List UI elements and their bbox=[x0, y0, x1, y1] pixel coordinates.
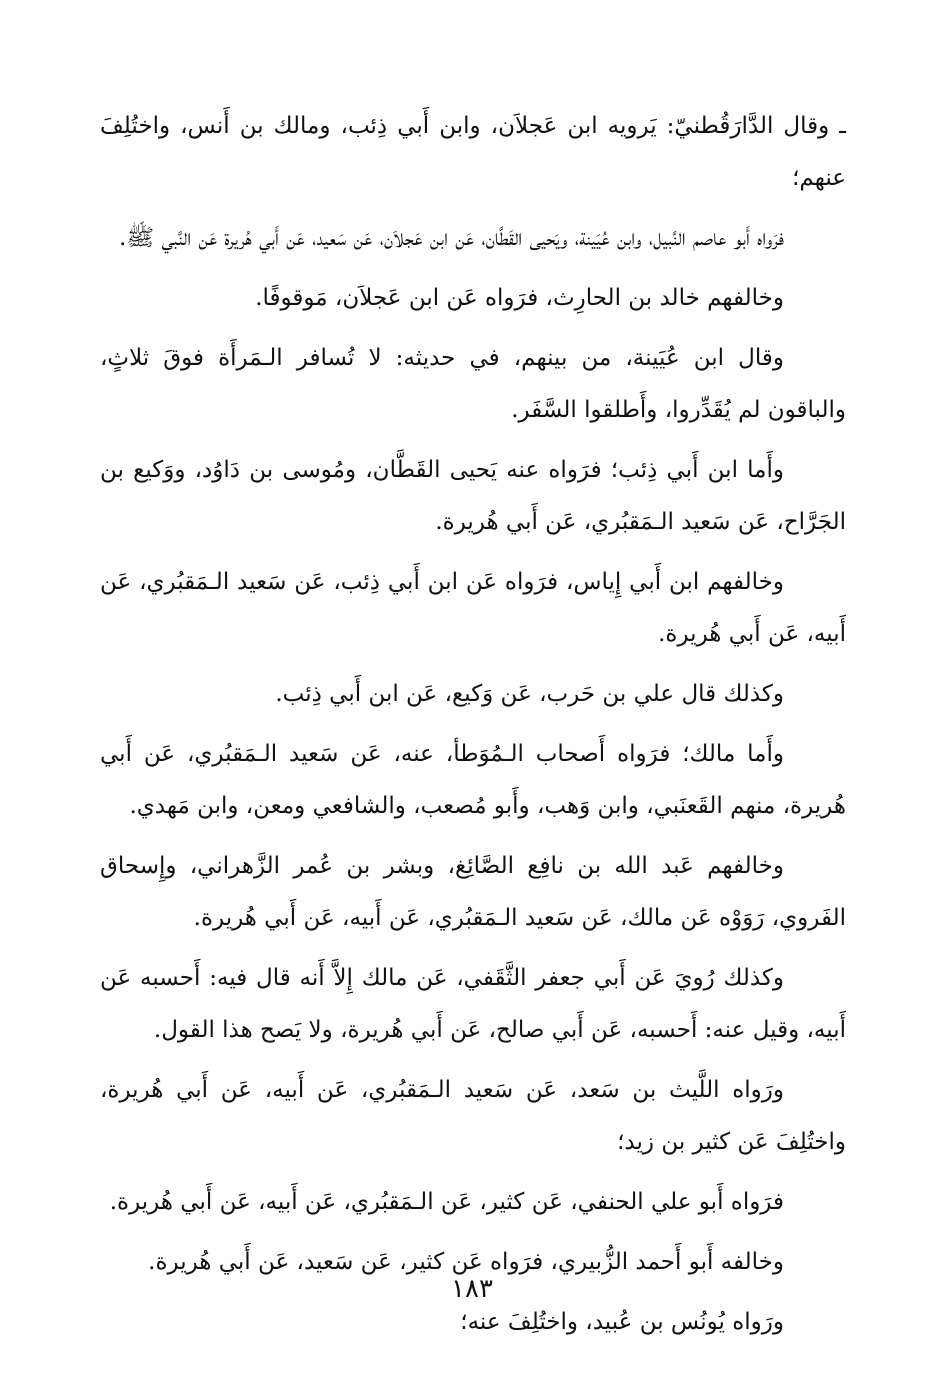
paragraph-3: وخالفهم خالد بن الحارِث، فرَواه عَن ابن عَجلاَن، مَوقوفًا. bbox=[255, 285, 784, 311]
page-number: ١٨٣ bbox=[451, 1274, 493, 1304]
sub-paragraph-2: وخالفه أَبو أَحمد الزُّبيري، فرَواه عَن كثير، عَن سَعيد، عَن أَبي هُريرة. bbox=[148, 1249, 784, 1275]
paragraph-4: وقال ابن عُيَينة، من بينهم، في حديثه: لا تُسافر الـمَرأَة فوقَ ثلاثٍ، والباقون لم يُقَدِّروا، وأَطلقوا السَّفَر. bbox=[100, 345, 846, 423]
page-body bbox=[100, 100, 846, 1356]
paragraph-8: وأَما مالك؛ فرَواه أَصحاب الـمُوَطأ، عنه، عَن سَعيد الـمَقبُري، عَن أَبي هُريرة، منهم القَعنَبي، وابن وَهب، وأَبو مُصعب، والشافعي ومعن، وابن مَهدي. bbox=[100, 741, 846, 819]
paragraph-11: ورَواه اللَّيث بن سَعد، عَن سَعيد الـمَقبُري، عَن أَبيه، عَن أَبي هُريرة، واختُلِفَ عَن كثير بن زيد؛ bbox=[100, 1077, 846, 1155]
sub-paragraph-1: فرَواه أَبو علي الحنفي، عَن كثير، عَن الـمَقبُري، عَن أَبيه، عَن أَبي هُريرة. bbox=[109, 1189, 784, 1215]
paragraph-2: فرَواه أَبو عاصم النَّبيل، وابن عُيَينة، ويَحيى القَطَّان، عَن ابن عَجلاَن، عَن سَعيد، عَن أَبي هُريرة عَن النَّبي ﷺ. bbox=[119, 225, 784, 251]
sub-paragraph-3: ورَواه يُونُس بن عُبيد، واختُلِفَ عنه؛ bbox=[460, 1309, 784, 1335]
paragraph-6: وخالفهم ابن أَبي إِياس، فرَواه عَن ابن أَبي ذِئب، عَن سَعيد الـمَقبُري، عَن أَبيه، عَن أَبي هُريرة. bbox=[100, 569, 846, 647]
paragraph-9: وخالفهم عَبد الله بن نافِع الصَّائِغ، وبشر بن عُمر الزَّهراني، وإِسحاق الفَروي، رَوَوْه عَن مالك، عَن سَعيد الـمَقبُري، عَن أَبيه، عَن أَبي هُريرة. bbox=[100, 853, 846, 931]
paragraph-1: ـ وقال الدَّارَقُطنيّ: يَرويه ابن عَجلاَن، وابن أَبي ذِئب، ومالك بن أَنس، واختُلِفَ عنهم؛ bbox=[100, 113, 846, 191]
paragraph-5: وأَما ابن أَبي ذِئب؛ فرَواه عنه يَحيى القَطَّان، ومُوسى بن دَاوُد، ووَكيع بن الجَرَّاح، عَن سَعيد الـمَقبُري، عَن أَبي هُريرة. bbox=[100, 457, 846, 535]
paragraph-7: وكذلك قال علي بن حَرب، عَن وَكيع، عَن ابن أَبي ذِئب. bbox=[275, 681, 784, 707]
paragraph-10: وكذلك رُويَ عَن أَبي جعفر الثَّقَفي، عَن مالك إِلاَّ أَنه قال فيه: أَحسبه عَن أَبيه، وقيل عنه: أَحسبه، عَن أَبي صالح، عَن أَبي هُريرة، ولا يَصح هذا القول. bbox=[100, 965, 846, 1043]
